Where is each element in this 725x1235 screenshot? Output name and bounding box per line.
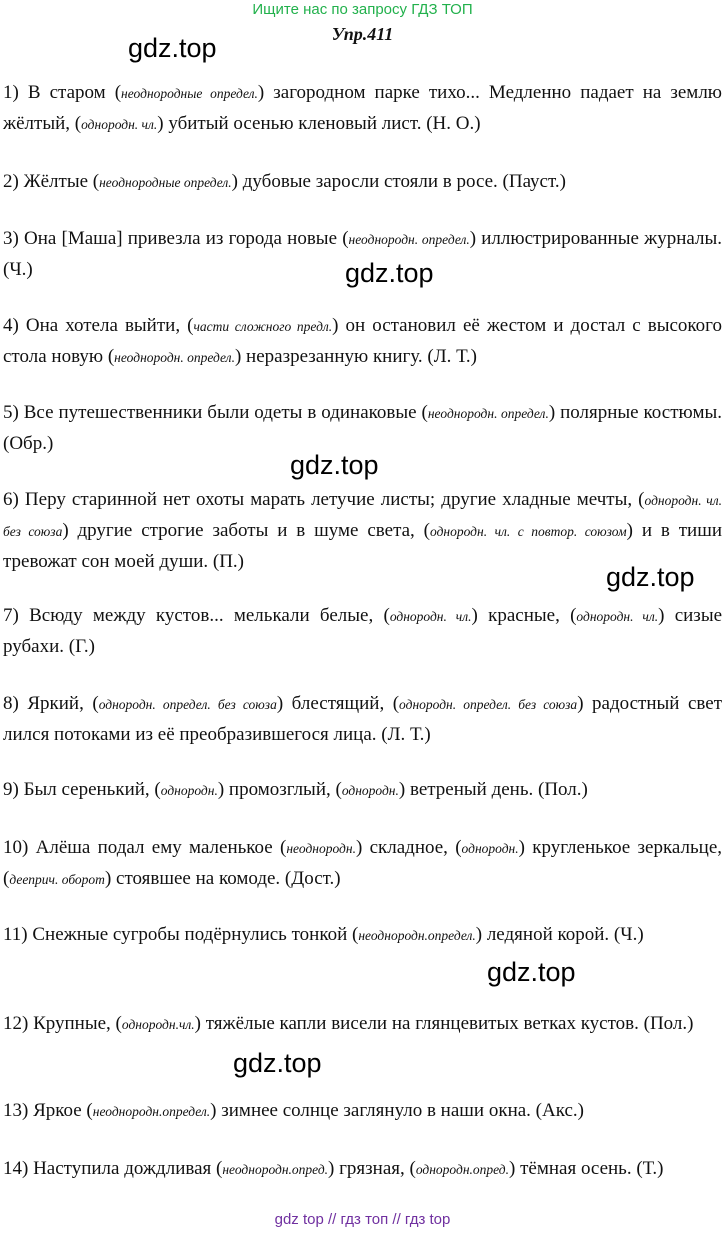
sentence-text: 11) Снежные сугробы подёрнулись тонкой (	[3, 924, 359, 945]
sentence-text: ) полярные костюмы. (Обр.)	[3, 402, 722, 454]
sentence-text: 1) В старом (	[3, 82, 122, 103]
grammar-note: неоднородн.определ.	[92, 1104, 211, 1119]
grammar-note: неоднородн. определ.	[427, 406, 549, 421]
grammar-note: части сложного предл.	[193, 319, 333, 334]
watermark: gdz.top	[606, 562, 695, 592]
grammar-note: неоднородные определ.	[99, 175, 232, 190]
sentence-text: ) красные, (	[471, 605, 577, 626]
exercise-item	[3, 78, 722, 140]
sentence-text: ) грязная, (	[328, 1158, 416, 1179]
exercise-item	[3, 398, 722, 459]
grammar-note: неоднородные определ.	[121, 86, 258, 101]
sentence-text: ) загородном парке тихо... Медленно падает на землю жёлтый, (	[3, 82, 722, 134]
search-hint-link[interactable]: Ищите нас по запросу ГДЗ ТОП	[252, 1, 473, 18]
watermark: gdz.top	[233, 1048, 322, 1078]
grammar-note: однородн.	[341, 783, 399, 798]
sentence-text: ) промозглый, (	[217, 779, 342, 800]
grammar-note: однородн.	[160, 783, 218, 798]
grammar-note: однородн.чл.	[121, 1017, 195, 1032]
exercise-item	[3, 1096, 722, 1127]
sentence-text: 13) Яркое (	[3, 1100, 93, 1121]
grammar-note: однородн. определ. без союза	[98, 697, 277, 712]
sentence-text: 10) Алёша подал ему маленькое (	[3, 837, 287, 858]
watermark: gdz.top	[128, 33, 217, 63]
grammar-note: однородн. чл. без союза	[3, 493, 722, 539]
grammar-note: однородн.опред.	[415, 1162, 510, 1177]
sentence-text: ) тёмная осень. (Т.)	[509, 1158, 664, 1179]
sentence-text: ) радостный свет лился потоками из её преобразившегося лица. (Л. Т.)	[3, 693, 722, 745]
watermark: gdz.top	[290, 450, 379, 480]
exercise-item	[3, 601, 722, 662]
sentence-text: ) убитый осенью кленовый лист. (Н. О.)	[157, 113, 481, 134]
exercise-item	[3, 224, 722, 285]
exercise-item	[3, 775, 722, 806]
exercise-item	[3, 167, 722, 198]
sentence-text: 7) Всюду между кустов... мелькали белые, (	[3, 605, 390, 626]
footer-watermark: gdz top // гдз топ // гдз top	[274, 1211, 451, 1228]
grammar-note: однородн. определ. без союза	[399, 697, 578, 712]
watermark: gdz.top	[345, 258, 434, 288]
sentence-text: 3) Она [Маша] привезла из города новые (	[3, 228, 349, 249]
sentence-text: 5) Все путешественники были одеты в одинаковые (	[3, 402, 428, 423]
sentence-text: ) зимнее солнце заглянуло в наши окна. (Акс.)	[210, 1100, 584, 1121]
sentence-text: 6) Перу старинной нет охоты марать летучие листы; другие хладные мечты, (	[3, 489, 645, 510]
grammar-note: однородн. чл.	[81, 117, 158, 132]
sentence-text: ) стоявшее на комоде. (Дост.)	[104, 868, 341, 889]
sentence-text: ) сизые рубахи. (Г.)	[3, 605, 723, 657]
sentence-text: ) ветреный день. (Пол.)	[398, 779, 588, 800]
sentence-text: ) кругленькое зеркальце, (	[3, 837, 723, 889]
exercise-item	[3, 311, 722, 373]
grammar-note: неоднородн.определ.	[358, 928, 476, 943]
sentence-text: ) и в тиши тревожат сон моей души. (П.)	[3, 520, 722, 572]
grammar-note: однородн. чл. с повтор. союзом	[430, 524, 627, 539]
exercise-item	[3, 485, 722, 577]
watermark: gdz.top	[487, 957, 576, 987]
sentence-text: ) ледяной корой. (Ч.)	[475, 924, 644, 945]
sentence-text: ) неразрезанную книгу. (Л. Т.)	[234, 346, 477, 367]
sentence-text: ) блестящий, (	[276, 693, 400, 714]
sentence-text: ) тяжёлые капли висели на глянцевитых ветках кустов. (Пол.)	[194, 1013, 694, 1034]
sentence-text: 12) Крупные, (	[3, 1013, 122, 1034]
sentence-text: ) иллюстрированные журналы. (Ч.)	[3, 228, 723, 280]
grammar-note: однородн. чл.	[576, 609, 659, 624]
grammar-note: неоднородн.опред.	[222, 1162, 329, 1177]
sentence-text: ) другие строгие заботы и в шуме света, (	[62, 520, 430, 541]
sentence-text: 8) Яркий, (	[3, 693, 99, 714]
grammar-note: неоднородн.	[286, 841, 356, 856]
exercise-item	[3, 1009, 722, 1040]
exercise-item	[3, 833, 722, 895]
exercise-item	[3, 1154, 722, 1185]
grammar-note: дееприч. оборот	[9, 872, 105, 887]
sentence-text: 9) Был серенький, (	[3, 779, 161, 800]
exercise-title: Упр.411	[331, 24, 394, 44]
sentence-text: ) он остановил её жестом и достал с высокого стола новую (	[3, 315, 722, 367]
sentence-text: ) дубовые заросли стояли в росе. (Пауст.)	[231, 171, 566, 192]
sentence-text: 14) Наступила дождливая (	[3, 1158, 223, 1179]
exercise-item	[3, 689, 722, 750]
grammar-note: однородн.	[461, 841, 519, 856]
exercise-item	[3, 920, 722, 951]
sentence-text: 4) Она хотела выйти, (	[3, 315, 194, 336]
grammar-note: однородн. чл.	[389, 609, 472, 624]
grammar-note: неоднородн. определ.	[114, 350, 235, 365]
grammar-note: неоднородн. определ.	[348, 232, 470, 247]
sentence-text: 2) Жёлтые (	[3, 171, 100, 192]
sentence-text: ) складное, (	[355, 837, 462, 858]
